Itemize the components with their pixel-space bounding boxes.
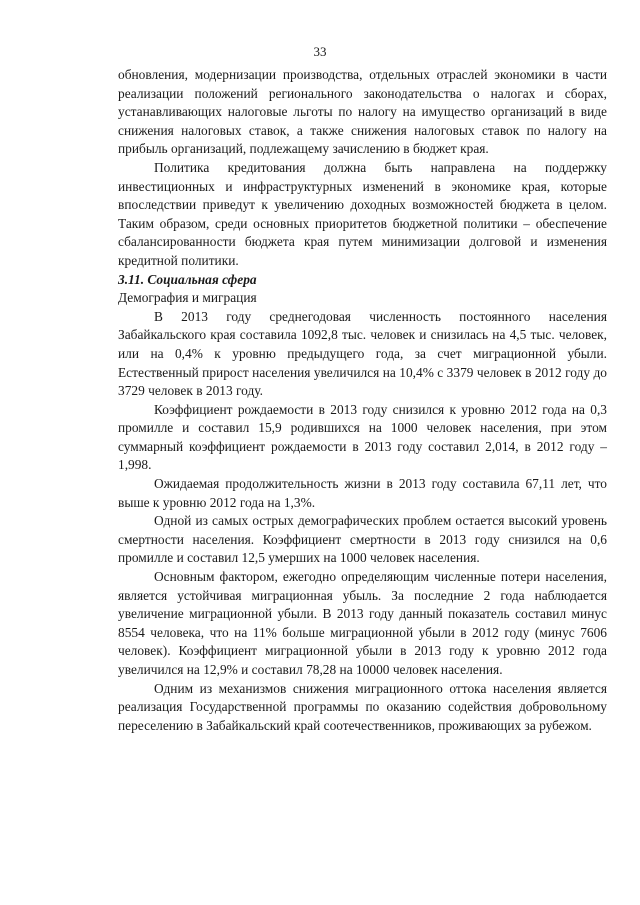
section-title: 3.11. Социальная сфера (118, 271, 257, 287)
page-number: 33 (313, 44, 327, 59)
paragraph: В 2013 году среднегодовая численность постоянного населения Забайкальского края составила 1092,8 тыс. человек и снизилась на 4,5 тыс. человек, или на 0,4% к уровню предыдущего года, за счет миграционной убыли. Естественный прирост населения увеличился на 10,4% с 3379 человек в 2012 году до 3729 человек в 2013 году. (118, 308, 607, 399)
document-body (118, 66, 607, 735)
paragraph: Политика кредитования должна быть направлена на поддержку инвестиционных и инфраструктурных изменений в экономике края, которые впоследствии приведут к увеличению доходных возможностей бюджета в целом. Таким образом, среди основных приоритетов бюджетной политики – обеспечение сбалансированности бюджета края путем минимизации долговой и изменения кредитной политики. (118, 159, 607, 268)
paragraph: Коэффициент рождаемости в 2013 году снизился к уровню 2012 года на 0,3 промилле и составил 15,9 родившихся на 1000 человек населения, при этом суммарный коэффициент рождаемости в 2013 году составил 2,014, в 2012 году – 1,998. (118, 401, 607, 473)
paragraph: Ожидаемая продолжительность жизни в 2013 году составила 67,11 лет, что выше к уровню 2012 года на 1,3%. (118, 476, 607, 510)
paragraph: Одним из механизмов снижения миграционного оттока населения является реализация Государственной программы по оказанию содействия добровольному переселению в Забайкальский край соотечественников, проживающих за рубежом. (118, 680, 607, 733)
paragraph: обновления, модернизации производства, отдельных отраслей экономики в части реализации положений регионального законодательства о налогах и сборах, устанавливающих налоговые льготы по налогу на имущество организаций в виде снижения налоговых ставок, а также снижения налоговых ставок по налогу на прибыль организаций, подлежащему зачислению в бюджет края. (118, 67, 607, 157)
paragraph: Основным фактором, ежегодно определяющим численные потери населения, является устойчивая миграционная убыль. За последние 2 года наблюдается увеличение миграционной убыли. В 2013 году данный показатель составил минус 8554 человека, что на 11% больше миграционной убыли в 2012 году (минус 7606 человек). Коэффициент миграционной убыли в 2013 году к уровню 2012 года увеличился на 12,9% и составил 78,28 на 10000 человек населения. (118, 569, 607, 677)
paragraph: Одной из самых острых демографических проблем остается высокий уровень смертности населения. Коэффициент смертности в 2013 году снизился на 0,6 промилле и составил 12,5 умерших на 1000 человек населения. (118, 513, 607, 566)
subsection-title: Демография и миграция (118, 290, 257, 306)
